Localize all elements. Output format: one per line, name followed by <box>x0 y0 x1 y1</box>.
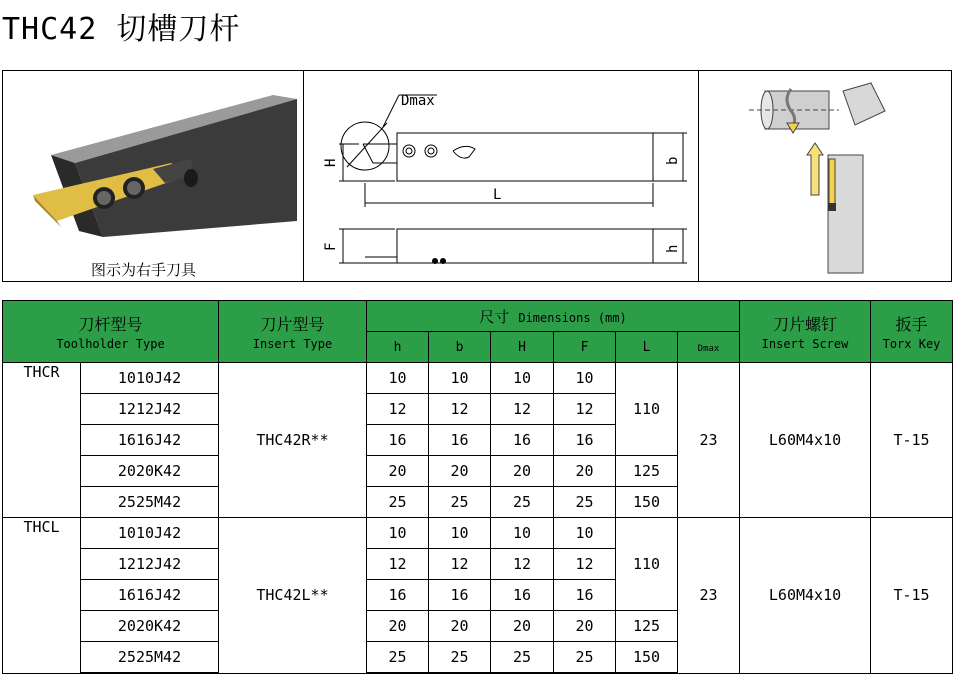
cell-h: 16 <box>367 580 429 611</box>
header-screw: 刀片螺钉 Insert Screw <box>740 301 871 363</box>
cell-screw: L60M4x10 <box>740 518 871 674</box>
header-toolholder: 刀杆型号 Toolholder Type <box>3 301 219 363</box>
cell-F: 16 <box>554 580 616 611</box>
label-dmax: Dmax <box>401 93 435 109</box>
label-H: H <box>323 158 339 167</box>
cell-L: 125 <box>616 611 678 642</box>
header-dmax: Dmax <box>678 332 740 363</box>
cell-h: 12 <box>367 549 429 580</box>
header-H: H <box>491 332 554 363</box>
cell-dmax: 23 <box>678 363 740 518</box>
cell-F: 20 <box>554 611 616 642</box>
cell-b: 12 <box>429 394 491 425</box>
cell-H: 25 <box>491 642 554 674</box>
header-F: F <box>554 332 616 363</box>
holder-code: 1010J42 <box>81 363 219 394</box>
holder-code: 2020K42 <box>81 611 219 642</box>
cell-b: 16 <box>429 580 491 611</box>
cell-H: 10 <box>491 363 554 394</box>
cell-F: 12 <box>554 394 616 425</box>
header-h: h <box>367 332 429 363</box>
cell-key: T-15 <box>871 518 953 674</box>
cell-h: 16 <box>367 425 429 456</box>
cell-F: 20 <box>554 456 616 487</box>
cell-H: 25 <box>491 487 554 518</box>
holder-code: 1010J42 <box>81 518 219 549</box>
holder-code: 1616J42 <box>81 425 219 456</box>
holder-code: 2525M42 <box>81 487 219 518</box>
label-h: h <box>665 244 681 253</box>
cell-H: 10 <box>491 518 554 549</box>
cell-H: 12 <box>491 394 554 425</box>
holder-code: 1212J42 <box>81 549 219 580</box>
header-key: 扳手 Torx Key <box>871 301 953 363</box>
header-L: L <box>616 332 678 363</box>
cell-F: 25 <box>554 642 616 674</box>
cell-h: 10 <box>367 363 429 394</box>
holder-type: THCL <box>3 518 81 674</box>
cell-b: 20 <box>429 456 491 487</box>
cell-L: 110 <box>616 518 678 611</box>
cell-H: 12 <box>491 549 554 580</box>
tool-photo-graphic <box>3 71 303 281</box>
cell-F: 16 <box>554 425 616 456</box>
cell-h: 20 <box>367 611 429 642</box>
holder-code: 1616J42 <box>81 580 219 611</box>
cell-F: 10 <box>554 518 616 549</box>
usage-illustration-graphic <box>699 71 951 281</box>
table-row <box>3 518 953 549</box>
cell-h: 25 <box>367 642 429 674</box>
label-b: b <box>665 156 681 165</box>
cell-h: 12 <box>367 394 429 425</box>
header-b: b <box>429 332 491 363</box>
cell-H: 20 <box>491 611 554 642</box>
dimension-drawing <box>303 71 699 281</box>
cell-b: 16 <box>429 425 491 456</box>
usage-illustration <box>699 71 951 281</box>
insert-type: THC42L** <box>219 518 367 674</box>
holder-type: THCR <box>3 363 81 518</box>
cell-screw: L60M4x10 <box>740 363 871 518</box>
holder-code: 1212J42 <box>81 394 219 425</box>
label-F: F <box>323 242 339 251</box>
table-row <box>3 363 953 394</box>
tool-photo <box>3 71 304 281</box>
cell-H: 16 <box>491 425 554 456</box>
figure-panel <box>2 70 952 282</box>
cell-H: 20 <box>491 456 554 487</box>
cell-b: 25 <box>429 487 491 518</box>
spec-table <box>2 300 953 674</box>
cell-key: T-15 <box>871 363 953 518</box>
cell-h: 25 <box>367 487 429 518</box>
cell-L: 110 <box>616 363 678 456</box>
cell-L: 150 <box>616 487 678 518</box>
cell-b: 10 <box>429 518 491 549</box>
holder-code: 2525M42 <box>81 642 219 674</box>
cell-h: 10 <box>367 518 429 549</box>
cell-b: 12 <box>429 549 491 580</box>
cell-dmax: 23 <box>678 518 740 674</box>
cell-L: 125 <box>616 456 678 487</box>
cell-F: 10 <box>554 363 616 394</box>
cell-L: 150 <box>616 642 678 674</box>
holder-code: 2020K42 <box>81 456 219 487</box>
insert-type: THC42R** <box>219 363 367 518</box>
cell-F: 12 <box>554 549 616 580</box>
cell-h: 20 <box>367 456 429 487</box>
cell-b: 20 <box>429 611 491 642</box>
dimension-drawing-graphic <box>303 71 698 281</box>
cell-b: 25 <box>429 642 491 674</box>
label-L: L <box>493 187 502 203</box>
page-title: THC42 切槽刀杆 <box>2 12 241 47</box>
cell-H: 16 <box>491 580 554 611</box>
header-insert: 刀片型号 Insert Type <box>219 301 367 363</box>
cell-F: 25 <box>554 487 616 518</box>
cell-b: 10 <box>429 363 491 394</box>
header-dimensions: 尺寸 Dimensions (mm) <box>367 301 740 332</box>
figure-caption: 图示为右手刀具 <box>91 261 197 279</box>
